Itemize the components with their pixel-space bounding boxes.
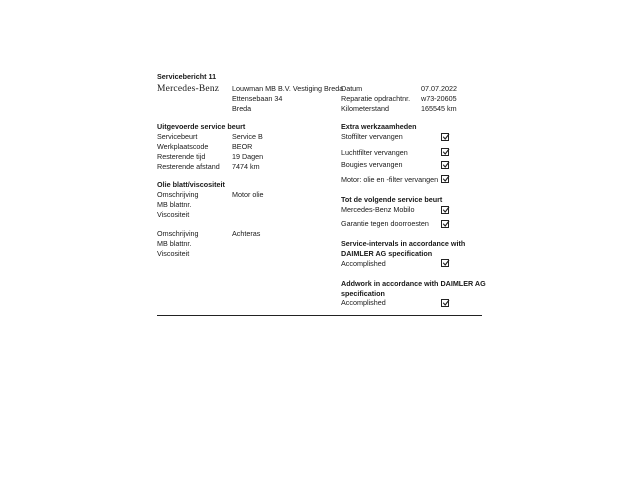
intervals-item-label: Accomplished <box>341 259 386 268</box>
service-value: 7474 km <box>232 162 260 171</box>
report-title: Servicebericht 11 <box>157 72 217 81</box>
oil-value: Motor olie <box>232 190 264 199</box>
bottom-divider <box>157 315 482 316</box>
checkmark-icon <box>442 161 450 169</box>
service-value: Service B <box>232 132 263 141</box>
oil-heading: Olie blatt/viscositeit <box>157 180 225 189</box>
oil-label: Viscositeit <box>157 249 190 258</box>
meta-value-mileage: 165545 km <box>421 104 457 113</box>
oil-label: MB blattnr. <box>157 239 192 248</box>
extra-item-label: Motor: olie en -filter vervangen <box>341 175 439 184</box>
next-heading: Tot de volgende service beurt <box>341 195 443 204</box>
checkbox-checked[interactable] <box>441 148 449 156</box>
brand-logo: Mercedes-Benz <box>157 84 220 94</box>
next-item-label: Garantie tegen doorroesten <box>341 219 429 228</box>
dealer-city: Breda <box>232 104 252 113</box>
extra-heading: Extra werkzaamheden <box>341 122 417 131</box>
checkbox-checked[interactable] <box>441 206 449 214</box>
intervals-heading-line1: Service-intervals in accordance with <box>341 239 466 248</box>
meta-label-mileage: Kilometerstand <box>341 104 389 113</box>
checkbox-checked[interactable] <box>441 299 449 307</box>
addwork-item-label: Accomplished <box>341 298 386 307</box>
checkmark-icon <box>442 175 450 183</box>
service-value: 19 Dagen <box>232 152 264 161</box>
addwork-heading-line2: specification <box>341 289 385 298</box>
addwork-heading-line1: Addwork in accordance with DAIMLER AG <box>341 279 486 288</box>
meta-label-order: Reparatie opdrachtnr. <box>341 94 411 103</box>
extra-item-label: Luchtfilter vervangen <box>341 148 408 157</box>
checkmark-icon <box>442 206 450 214</box>
extra-item-label: Bougies vervangen <box>341 160 403 169</box>
meta-value-order: w73-20605 <box>421 94 457 103</box>
meta-value-date: 07.07.2022 <box>421 84 457 93</box>
service-heading: Uitgevoerde service beurt <box>157 122 246 131</box>
oil-label: MB blattnr. <box>157 200 192 209</box>
oil-value: Achteras <box>232 229 261 238</box>
service-value: BEOR <box>232 142 253 151</box>
oil-label: Omschrijving <box>157 229 199 238</box>
checkbox-checked[interactable] <box>441 133 449 141</box>
checkmark-icon <box>442 299 450 307</box>
next-item-label: Mercedes-Benz Mobilo <box>341 205 415 214</box>
service-label: Resterende tijd <box>157 152 206 161</box>
checkbox-checked[interactable] <box>441 175 449 183</box>
checkbox-checked[interactable] <box>441 259 449 267</box>
checkmark-icon <box>442 148 450 156</box>
oil-label: Omschrijving <box>157 190 199 199</box>
dealer-street: Ettensebaan 34 <box>232 94 283 103</box>
checkmark-icon <box>442 259 450 267</box>
service-label: Resterende afstand <box>157 162 220 171</box>
service-label: Werkplaatscode <box>157 142 209 151</box>
meta-label-date: Datum <box>341 84 363 93</box>
checkbox-checked[interactable] <box>441 161 449 169</box>
checkmark-icon <box>442 220 450 228</box>
service-label: Servicebeurt <box>157 132 198 141</box>
checkmark-icon <box>442 133 450 141</box>
checkbox-checked[interactable] <box>441 220 449 228</box>
oil-label: Viscositeit <box>157 210 190 219</box>
extra-item-label: Stoffilter vervangen <box>341 132 403 141</box>
intervals-heading-line2: DAIMLER AG specification <box>341 249 433 258</box>
dealer-name: Louwman MB B.V. Vestiging Breda <box>232 84 344 93</box>
